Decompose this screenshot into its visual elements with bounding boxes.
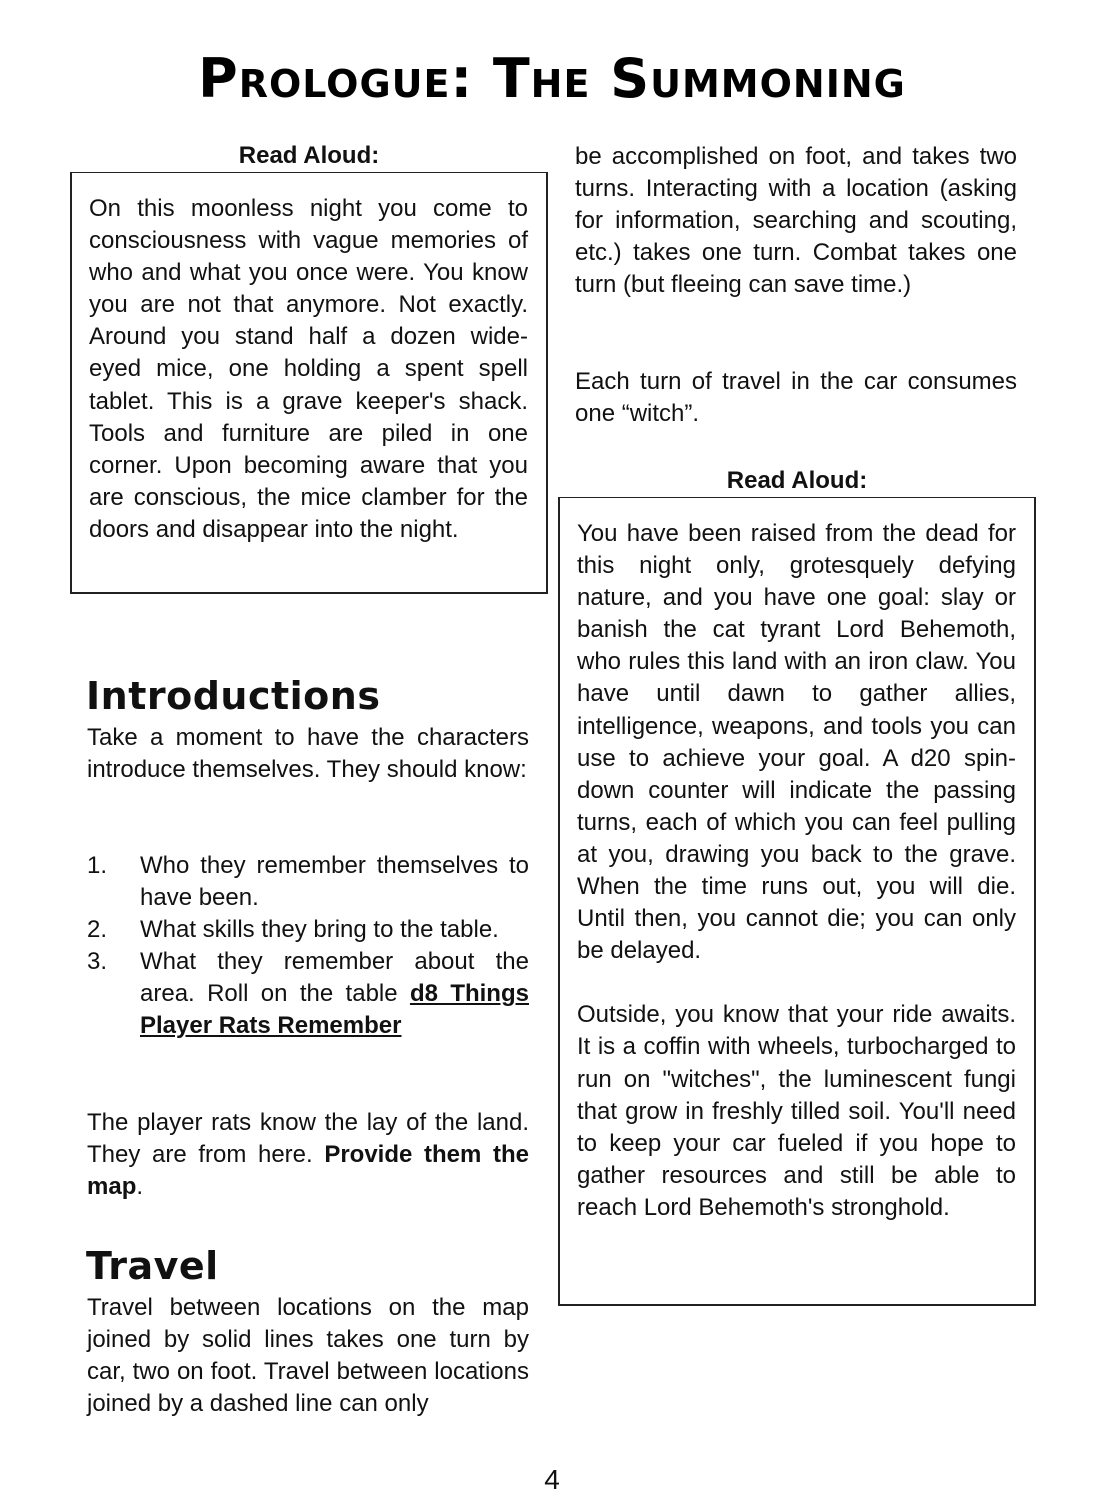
read-aloud-box-right <box>558 497 1036 1306</box>
witch-paragraph: Each turn of travel in the car consumes one “witch”. <box>575 368 1017 428</box>
list-item-text: What they remember about the area. Roll on the table <box>140 948 529 1008</box>
map-paragraph <box>87 1107 529 1203</box>
read-aloud-box-left <box>70 172 548 594</box>
travel-paragraph: Travel between locations on the map joined by solid lines takes one turn by car, two on foot. Travel between locations joined by a dashed line can only <box>87 1294 529 1418</box>
read-aloud-text-right-2: Outside, you know that your ride awaits. It is a coffin with wheels, turbocharged to run on "witches", the luminescent fungi that grow in freshly tilled soil. You'll need to keep your car fueled if you hope to gather resources and still be able to reach Lord Behemoth's stronghold. <box>577 1001 1016 1221</box>
page-title: Prologue: The Summoning <box>198 47 906 110</box>
read-aloud-text-right-1: You have been raised from the dead for this night only, grotesquely defying nature, and you have one goal: slay or banish the cat tyrant Lord Behemoth, who rules this land with an iron claw. You have until dawn to gather allies, intelligence, weapons, and tools you can use to achieve your goal. A d20 spin-down counter will indicate the passing turns, each of which you can feel pulling at you, drawing you back to the grave. When the time runs out, you will die. Until then, you cannot die; you can only be delayed. <box>577 520 1016 965</box>
list-item-text: Who they remember themselves to have been. <box>140 852 529 912</box>
d8-things-table-link[interactable]: d8 Things Player Rats Remember <box>140 980 529 1040</box>
list-item-number: 1. <box>87 852 108 879</box>
map-paragraph-end: . <box>136 1173 144 1201</box>
read-aloud-label-left: Read Aloud: <box>238 142 380 169</box>
introductions-heading: Introductions <box>86 674 381 718</box>
introductions-intro: Take a moment to have the characters introduce themselves. They should know: <box>87 724 529 784</box>
introductions-list <box>87 850 529 1043</box>
travel-continued-paragraph: be accomplished on foot, and takes two turns. Interacting with a location (asking for information, searching and scouting, etc.) takes one turn. Combat takes one turn (but fleeing can save time.) <box>575 143 1017 299</box>
map-paragraph-text: The player rats know the lay of the land. They are from here. <box>87 1109 529 1169</box>
list-item <box>87 914 529 946</box>
list-item-text: What skills they bring to the table. <box>140 916 499 944</box>
list-item <box>87 946 529 1042</box>
page-number: 4 <box>544 1464 560 1495</box>
list-item-number: 2. <box>87 916 108 944</box>
read-aloud-text-left: On this moonless night you come to consciousness with vague memories of who and what you once were. You know you are not that anymore. Not exactly. Around you stand half a dozen wide-eyed mice, one holding a spent spell tablet. This is a grave keeper's shack. Tools and furniture are piled in one corner. Upon becoming aware that you are conscious, the mice clamber for the doors and disappear into the night. <box>89 195 528 543</box>
list-item-number: 3. <box>87 948 108 976</box>
travel-heading: Travel <box>86 1244 219 1288</box>
map-paragraph-bold: Provide them the map <box>87 1141 529 1201</box>
read-aloud-label-right: Read Aloud: <box>726 467 868 494</box>
list-item <box>87 850 529 914</box>
